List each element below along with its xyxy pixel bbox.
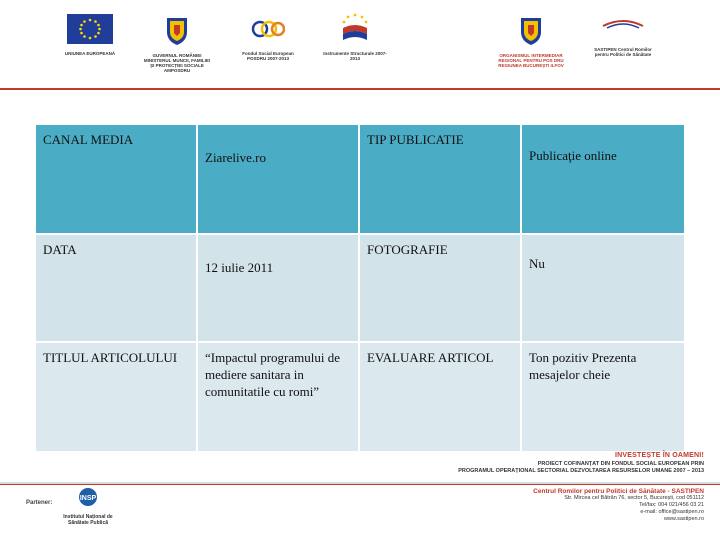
value-titlul-articolului: “Impactul programului de mediere sanitara in comunitatile cu romi” <box>198 343 358 451</box>
project-line-1: PROIECT COFINANȚAT DIN FONDUL SOCIAL EUROPEAN PRIN <box>537 461 704 467</box>
fse-logo <box>238 14 298 61</box>
eu-caption: UNIUNEA EUROPEANĂ <box>64 51 116 56</box>
eu-flag-logo <box>62 14 118 56</box>
govt-caption: GUVERNUL ROMÂNIEI MINISTERUL MUNCII, FAMILIEI ȘI PROTECȚIEI SOCIALE AMPOSDRU <box>143 53 211 73</box>
insp-logo <box>60 487 116 526</box>
insp-caption: Institutul Național de Sănătate Publică <box>63 514 113 526</box>
value-canal-media: Ziarelive.ro <box>198 125 358 233</box>
header-divider <box>0 88 720 90</box>
structural-caption: Instrumente Structurale 2007-2013 <box>323 51 387 61</box>
value-tip-publicatie: Publicaţie online <box>522 125 684 233</box>
contact-phone: Tel/fax: 004 021/456 03 21 <box>639 502 704 508</box>
label-tip-publicatie: TIP PUBLICATIE <box>360 125 520 233</box>
contact-heading: Centrul Romilor pentru Politici de Sănătate - SASTIPEN <box>533 488 704 495</box>
project-statement <box>344 461 704 475</box>
contact-address: Str. Mircea cel Bătrân 76, sector 5, București, cod 051112 <box>564 495 704 501</box>
value-fotografie: Nu <box>522 235 684 341</box>
eu-flag-icon <box>67 14 113 44</box>
value-evaluare-articol: Ton pozitiv Prezenta mesajelor cheie <box>522 343 684 451</box>
label-data: DATA <box>36 235 196 341</box>
structural-instruments-logo <box>322 12 388 61</box>
partner-label: Partener: <box>26 500 53 506</box>
label-fotografie: FOTOGRAFIE <box>360 235 520 341</box>
contact-block <box>533 488 704 523</box>
coat-of-arms-icon <box>164 14 190 46</box>
sastipen-icon <box>593 18 653 40</box>
header-logo-strip <box>0 8 720 78</box>
fse-caption: Fondul Social European POSDRU 2007-2013 <box>242 51 294 61</box>
label-evaluare-articol: EVALUARE ARTICOL <box>360 343 520 451</box>
structural-instruments-icon <box>335 12 375 44</box>
sastipen-logo <box>588 18 658 57</box>
oirposdru-caption: ORGANISMUL INTERMEDIAR REGIONAL PENTRU POS DRU REGIUNEA BUCUREȘTI ILFOV <box>498 53 564 68</box>
value-data: 12 iulie 2011 <box>198 235 358 341</box>
fse-icon <box>251 14 285 44</box>
sastipen-caption: SASTIPEN Centrul Romilor pentru Politici de Sănătate <box>594 47 652 57</box>
project-line-2: PROGRAMUL OPERAȚIONAL SECTORIAL DEZVOLTAREA RESURSELOR UMANE 2007 – 2013 <box>458 468 704 474</box>
insp-icon <box>75 487 101 509</box>
coat-of-arms-icon <box>518 14 544 46</box>
media-info-table <box>36 125 684 451</box>
romania-govt-crest-logo <box>142 14 212 73</box>
footer-divider-accent <box>0 484 720 485</box>
oirposdru-crest-logo <box>496 14 566 68</box>
svg-text:INSP: INSP <box>79 495 97 502</box>
contact-website: www.sastipen.ro <box>663 516 704 522</box>
invest-slogan: INVESTEȘTE ÎN OAMENI! <box>615 452 704 459</box>
label-titlul-articolului: TITLUL ARTICOLULUI <box>36 343 196 451</box>
label-canal-media: CANAL MEDIA <box>36 125 196 233</box>
contact-email: e-mail: office@sastipen.ro <box>640 509 704 515</box>
